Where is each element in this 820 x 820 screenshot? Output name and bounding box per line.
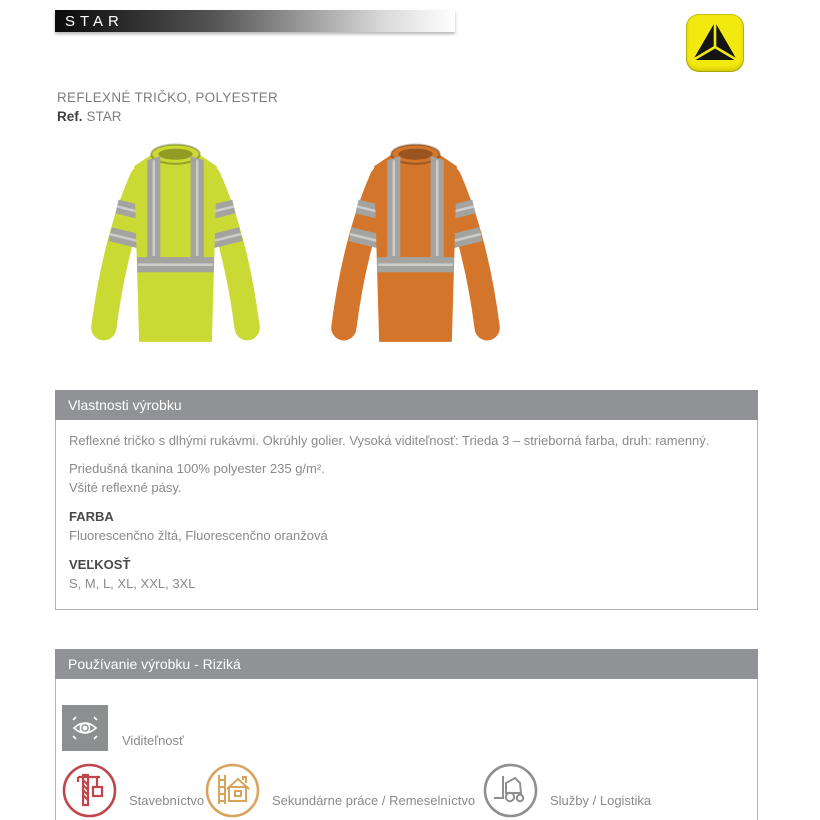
- properties-box-body: [56, 420, 757, 605]
- brand-logo: [686, 14, 744, 72]
- delta-triangle-logo: [686, 14, 744, 72]
- properties-box-title: Vlastnosti výrobku: [68, 397, 182, 413]
- color-value: Fluorescenčno žltá, Fluorescenčno oranžová: [69, 527, 328, 543]
- visibility-item: [62, 705, 184, 751]
- ladder-house-icon: [205, 763, 260, 818]
- product-image-yellow-shirt: [58, 138, 293, 350]
- product-image-orange-shirt: [298, 138, 533, 350]
- crane-icon: [62, 763, 117, 818]
- size-value: S, M, L, XL, XXL, 3XL: [69, 575, 196, 591]
- forklift-icon: [483, 763, 538, 818]
- properties-box-header: [55, 390, 758, 420]
- page-title: STAR: [65, 12, 124, 30]
- color-label: FARBA: [69, 509, 114, 525]
- risk-label: Sekundárne práce / Remeselníctvo: [272, 793, 476, 808]
- description-line-2: Priedušná tkanina 100% polyester 235 g/m².: [69, 461, 325, 477]
- title-bar: [55, 10, 455, 32]
- product-name: REFLEXNÉ TRIČKO, POLYESTER: [57, 90, 279, 105]
- risk-label: Stavebníctvo: [129, 793, 205, 808]
- description-line-1: Reflexné tričko s dlhými rukávmi. Okrúhly golier. Vysoká viditeľnosť: Trieda 3 – strieborná farba, druh: ramenný.: [69, 433, 710, 448]
- usage-box-header: [55, 649, 758, 679]
- ref-value: STAR: [86, 109, 122, 124]
- size-label: VEĽKOSŤ: [69, 557, 131, 573]
- reference-line: [57, 109, 122, 124]
- eye-icon: [62, 705, 108, 751]
- properties-box: [55, 390, 758, 610]
- ref-label: Ref.: [57, 109, 83, 124]
- risk-label: Služby / Logistika: [550, 793, 652, 808]
- risk-item-secondary-works: [205, 763, 475, 818]
- description-line-3: Všité reflexné pásy.: [69, 479, 182, 495]
- risk-item-construction: [62, 763, 204, 818]
- visibility-label: Viditeľnosť: [122, 733, 184, 748]
- usage-box-title: Používanie výrobku - Riziká: [68, 656, 241, 672]
- risk-item-services-logistics: [483, 763, 651, 818]
